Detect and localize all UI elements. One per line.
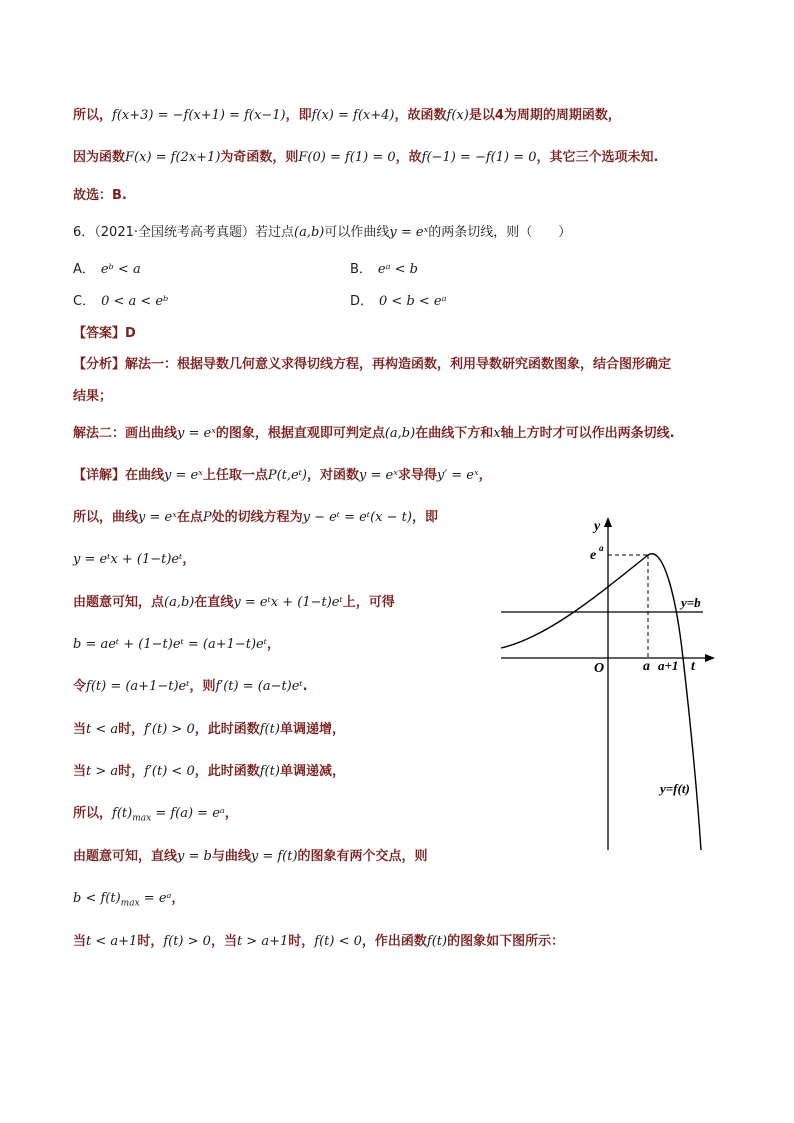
text: 6．（2021·全国统考高考真题）若过点	[73, 225, 294, 240]
text: 时，	[118, 722, 145, 737]
text: ，此时函数	[194, 764, 260, 779]
line-periodic	[73, 106, 621, 126]
text: 【答案】D	[73, 326, 136, 341]
math: f(t) = (a+1−t)eᵗ	[86, 679, 190, 694]
text: 为奇函数，则	[220, 150, 299, 165]
text: 轴上方时才可以作出两条切线.	[500, 426, 675, 441]
math: f(t) < 0	[314, 934, 362, 949]
math: f(x)	[446, 108, 469, 123]
detail-7	[73, 720, 345, 740]
math: f′(t) > 0	[144, 722, 195, 737]
label-a: a	[643, 659, 650, 674]
math: f(x+3) = −f(x+1) = f(x−1)	[112, 108, 286, 123]
math: y = eˣ	[138, 510, 177, 525]
math: y = b	[177, 849, 212, 864]
detail-6	[73, 677, 308, 697]
text: .	[302, 679, 308, 694]
text: ，	[266, 637, 280, 652]
text: ，对函数	[307, 468, 360, 483]
text: 时，	[288, 934, 315, 949]
text: ，故函数	[394, 108, 447, 123]
text: ，	[478, 468, 492, 483]
math: y = eᵗx + (1−t)eᵗ	[233, 595, 343, 610]
text: 时，	[118, 764, 145, 779]
text: 上任取一点	[202, 468, 268, 483]
math: (a,b)	[384, 426, 416, 441]
label-t: t	[691, 659, 695, 674]
option-label: C．	[73, 294, 96, 309]
text: 的图象如下图所示：	[447, 934, 565, 949]
math: f(t)	[426, 934, 448, 949]
math: t > a+1	[236, 934, 289, 949]
analysis-3	[73, 424, 675, 444]
text: ，	[182, 552, 196, 567]
math: P	[202, 510, 212, 525]
math: f(t)	[112, 806, 133, 821]
math: y = f(t)	[250, 849, 298, 864]
math: F(x) = f(2x+1)	[125, 150, 221, 165]
text: 在直线	[194, 595, 234, 610]
option-expr: 0 < a < eᵇ	[101, 294, 169, 309]
text: 因为函数	[73, 150, 126, 165]
label-y-equals-f-t: y=f(t)	[660, 781, 690, 796]
math: y = eˣ	[389, 225, 429, 240]
text: 令	[73, 679, 87, 694]
math: y′ = eˣ	[436, 468, 479, 483]
function-graph	[498, 515, 718, 855]
text: ，其它三个选项未知.	[536, 150, 659, 165]
math: f(−1) = −f(1) = 0	[421, 150, 537, 165]
label-ea-base: e	[590, 548, 597, 563]
detail-3	[73, 550, 195, 570]
math: f′(t) < 0	[144, 764, 195, 779]
subscript: max	[120, 898, 140, 909]
math: f(t)	[259, 764, 280, 779]
text: 的图象有两个交点，则	[297, 849, 428, 864]
text: 所以，	[73, 806, 113, 821]
detail-11	[73, 889, 184, 914]
detail-2	[73, 508, 438, 528]
text: 的两条切线，则（ ）	[428, 225, 572, 240]
text: ，此时函数	[194, 722, 260, 737]
math: (a,b)	[164, 595, 195, 610]
analysis-2	[73, 387, 112, 407]
t-axis-arrow	[705, 654, 715, 662]
math: f(t) > 0	[163, 934, 211, 949]
label-y-equals-b: y=b	[681, 595, 701, 610]
math: y = eᵗx + (1−t)eᵗ	[73, 552, 183, 567]
label-origin: O	[594, 661, 605, 676]
math: (a,b)	[294, 225, 325, 240]
text: ，故	[395, 150, 422, 165]
text: 可以作曲线	[324, 225, 390, 240]
text: 结果；	[73, 389, 113, 404]
math: y = eˣ	[164, 468, 203, 483]
text: 当	[73, 722, 87, 737]
option-label: B．	[350, 262, 372, 277]
text: ，即	[285, 108, 312, 123]
detail-5	[73, 635, 280, 655]
math: y = eˣ	[359, 468, 398, 483]
y-axis-arrow	[604, 517, 612, 527]
text: ，即	[411, 510, 438, 525]
option-expr: eᵇ < a	[100, 262, 141, 277]
text: ，当	[210, 934, 237, 949]
option-b	[350, 260, 418, 280]
math: f′(t) = (a−t)eᵗ	[215, 679, 303, 694]
math: f(x) = f(x+4)	[311, 108, 395, 123]
text: 与曲线	[211, 849, 251, 864]
math: t > a	[86, 764, 119, 779]
math: f(t)	[259, 722, 280, 737]
option-expr: eᵃ < b	[377, 262, 418, 277]
label-y: y	[594, 519, 601, 534]
detail-9	[73, 804, 238, 829]
text: 单调递减，	[279, 764, 345, 779]
detail-8	[73, 762, 345, 782]
option-label: D．	[350, 294, 374, 309]
math: b = aeᵗ + (1−t)eᵗ = (a+1−t)eᵗ	[73, 637, 267, 652]
text: 在点	[176, 510, 203, 525]
text: 在曲线下方和	[415, 426, 494, 441]
math: y − eᵗ = eᵗ(x − t)	[302, 510, 412, 525]
detail-10	[73, 847, 428, 867]
option-a	[73, 260, 141, 280]
text: 上，可得	[342, 595, 395, 610]
text: 由题意可知，直线	[73, 849, 178, 864]
label-a-plus-1: a+1	[658, 658, 679, 673]
text: 当	[73, 934, 87, 949]
detail-4	[73, 593, 395, 613]
subscript: max	[132, 813, 152, 824]
text: 所以，	[73, 108, 113, 123]
text: 由题意可知，点	[73, 595, 165, 610]
math: = eᵃ	[139, 891, 172, 906]
label-ea-exp: a	[599, 543, 604, 553]
detail-12	[73, 932, 564, 952]
answer	[73, 324, 136, 344]
text: 解法二：画出曲线	[73, 426, 178, 441]
math: P(t,eᵗ)	[267, 468, 307, 483]
curve-f-of-t	[501, 554, 701, 850]
math: t < a	[86, 722, 119, 737]
option-d	[350, 292, 447, 312]
detail-1	[73, 466, 492, 486]
math: x	[493, 426, 501, 441]
text: 所以，曲线	[73, 510, 139, 525]
analysis-1	[73, 355, 671, 375]
math: = f(a) = eᵃ	[151, 806, 225, 821]
text: ，则	[189, 679, 216, 694]
text: 故选：B.	[73, 188, 127, 203]
math: F(0) = f(1) = 0	[298, 150, 396, 165]
text: 当	[73, 764, 87, 779]
text: 是以4为周期的周期函数，	[468, 108, 621, 123]
math: b < f(t)	[73, 891, 121, 906]
line-choose	[73, 186, 127, 206]
option-c	[73, 292, 168, 312]
text: ，	[224, 806, 238, 821]
text: ，作出函数	[361, 934, 427, 949]
text: 处的切线方程为	[211, 510, 303, 525]
option-expr: 0 < b < eᵃ	[379, 294, 447, 309]
line-odd-function	[73, 148, 658, 168]
text: 时，	[137, 934, 164, 949]
option-label: A．	[73, 262, 95, 277]
text: 求导得	[397, 468, 437, 483]
question-6	[73, 223, 571, 243]
math: y = eˣ	[177, 426, 216, 441]
text: 的图象，根据直观即可判定点	[215, 426, 385, 441]
text: 【分析】解法一：根据导数几何意义求得切线方程，再构造函数，利用导数研究函数图象，结合图形确定	[73, 357, 672, 372]
text: 单调递增，	[279, 722, 345, 737]
math: t < a+1	[86, 934, 138, 949]
text: ，	[171, 891, 185, 906]
text: 【详解】在曲线	[73, 468, 165, 483]
